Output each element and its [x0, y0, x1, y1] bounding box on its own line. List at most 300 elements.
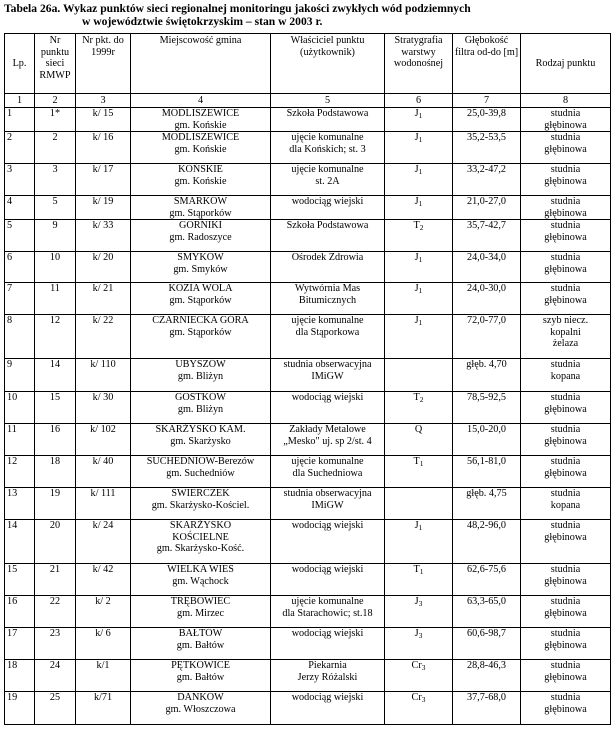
- cell-nr-rmwp: [35, 359, 76, 392]
- cell-glebokosc: [453, 164, 521, 196]
- type-line2: głębinowa: [544, 467, 587, 479]
- cell-stratygrafia: [385, 692, 453, 725]
- cell-rodzaj: [521, 283, 611, 315]
- depth-value: 56,1-81,0: [466, 456, 507, 467]
- depth-value: 21,0-27,0: [466, 196, 507, 207]
- cell-stratygrafia: [385, 660, 453, 692]
- stratigraphy-symbol: J: [414, 315, 419, 326]
- cell-miejscowosc: [131, 359, 271, 392]
- type-line2: głębinowa: [544, 231, 587, 243]
- table-body: [5, 108, 611, 725]
- cell-stratygrafia: [385, 488, 453, 520]
- stratigraphy-subscript: 2: [419, 395, 424, 404]
- type-line1: studnia: [550, 424, 581, 435]
- locality-name: WIELKA WIEŚ: [167, 564, 234, 575]
- cell-stratygrafia: [385, 164, 453, 196]
- cell-wlasciciel: [271, 660, 385, 692]
- locality-line2: gm. Mirzec: [177, 607, 224, 619]
- stratigraphy-symbol: J: [414, 164, 419, 175]
- stratigraphy-symbol: J: [414, 108, 419, 119]
- cell-lp: [5, 315, 35, 359]
- type-line2: głębinowa: [544, 207, 587, 219]
- stratigraphy-subscript: 3: [418, 631, 423, 640]
- table-row: [5, 392, 611, 424]
- depth-value: 25,0-39,8: [466, 108, 507, 119]
- cell-lp: [5, 283, 35, 315]
- owner-line2: dla Starachowic; st.18: [282, 607, 373, 619]
- header-miejscowosc: Miejscowość gmina: [131, 34, 271, 94]
- cell-lp: [5, 692, 35, 725]
- cell-miejscowosc: [131, 564, 271, 596]
- stratigraphy-subscript: 1: [419, 459, 424, 468]
- cell-miejscowosc: [131, 692, 271, 725]
- cell-nr-pkt: [76, 456, 131, 488]
- nr-pkt-value: k/ 111: [90, 488, 116, 499]
- cell-lp: [5, 220, 35, 252]
- lp-value: 1: [7, 108, 13, 119]
- type-line1: studnia: [550, 488, 581, 499]
- cell-nr-rmwp: [35, 520, 76, 564]
- table-row: [5, 132, 611, 164]
- lp-value: 8: [7, 315, 13, 326]
- table-row: [5, 315, 611, 359]
- stratigraphy-subscript: 2: [419, 223, 424, 232]
- cell-wlasciciel: [271, 108, 385, 132]
- type-line1: studnia: [550, 108, 581, 119]
- locality-name: SKARŻYSKO: [169, 520, 232, 531]
- owner-line2: „Mesko" uj. sp 2/st. 4: [283, 435, 372, 447]
- cell-lp: [5, 660, 35, 692]
- nr-pkt-value: k/71: [93, 692, 113, 703]
- cell-miejscowosc: [131, 164, 271, 196]
- nr-pkt-value: k/ 15: [92, 108, 114, 119]
- locality-name: MODLISZEWICE: [161, 108, 240, 119]
- nr-rmwp-value: 1*: [49, 108, 61, 119]
- stratigraphy-symbol: J: [414, 132, 419, 143]
- owner-line2: dla Stąporkowa: [295, 326, 360, 338]
- type-line1: studnia: [550, 392, 581, 403]
- cell-glebokosc: [453, 596, 521, 628]
- stratigraphy-symbol: J: [414, 628, 419, 639]
- cell-wlasciciel: [271, 424, 385, 456]
- nr-pkt-value: k/ 6: [95, 628, 111, 639]
- cell-rodzaj: [521, 220, 611, 252]
- cell-wlasciciel: [271, 564, 385, 596]
- table-row: [5, 252, 611, 283]
- cell-glebokosc: [453, 196, 521, 220]
- header-nr-pkt: Nr pkt. do 1999r: [76, 34, 131, 94]
- nr-rmwp-value: 20: [49, 520, 61, 531]
- depth-value: 15,0-20,0: [466, 424, 507, 435]
- cell-nr-rmwp: [35, 315, 76, 359]
- table-row: [5, 424, 611, 456]
- owner-line1: wodociąg wiejski: [291, 692, 364, 703]
- owner-line1: Piekarnia: [308, 660, 347, 671]
- depth-value: 24,0-30,0: [466, 283, 507, 294]
- depth-value: 24,0-34,0: [466, 252, 507, 263]
- table-row: [5, 660, 611, 692]
- nr-pkt-value: k/ 20: [92, 252, 114, 263]
- owner-line1: Szkoła Podstawowa: [286, 220, 369, 231]
- depth-value: 28,8-46,3: [466, 660, 507, 671]
- type-line1: studnia: [550, 596, 581, 607]
- owner-line1: studnia obserwacyjna: [283, 359, 372, 370]
- lp-value: 16: [7, 596, 18, 607]
- lp-value: 6: [7, 252, 13, 263]
- locality-line2: gm. Suchedniów: [166, 467, 235, 479]
- cell-wlasciciel: [271, 520, 385, 564]
- lp-value: 3: [7, 164, 13, 175]
- type-line1: studnia: [550, 164, 581, 175]
- stratigraphy-subscript: 3: [421, 695, 426, 704]
- cell-lp: [5, 108, 35, 132]
- lp-value: 18: [7, 660, 18, 671]
- cell-nr-pkt: [76, 252, 131, 283]
- column-number: 1: [5, 94, 35, 108]
- stratigraphy-symbol: Cr: [411, 660, 422, 671]
- depth-value: 37,7-68,0: [466, 692, 507, 703]
- cell-miejscowosc: [131, 392, 271, 424]
- type-line2: kopana: [550, 499, 581, 511]
- lp-value: 10: [7, 392, 18, 403]
- locality-line2: gm. Stąporków: [169, 207, 232, 219]
- cell-rodzaj: [521, 252, 611, 283]
- stratigraphy-symbol: J: [414, 596, 419, 607]
- cell-glebokosc: [453, 628, 521, 660]
- owner-line1: Wytwórnia Mas: [294, 283, 361, 294]
- cell-stratygrafia: [385, 220, 453, 252]
- locality-line2: gm. Stąporków: [169, 294, 232, 306]
- column-number: 4: [131, 94, 271, 108]
- cell-rodzaj: [521, 196, 611, 220]
- cell-rodzaj: [521, 628, 611, 660]
- nr-rmwp-value: 24: [49, 660, 61, 671]
- locality-line2: gm. Bałtów: [176, 639, 225, 651]
- type-line1: studnia: [550, 456, 581, 467]
- monitoring-points-table: [4, 33, 611, 725]
- cell-wlasciciel: [271, 692, 385, 725]
- cell-nr-pkt: [76, 392, 131, 424]
- cell-wlasciciel: [271, 132, 385, 164]
- cell-wlasciciel: [271, 359, 385, 392]
- owner-line1: wodociąg wiejski: [291, 392, 364, 403]
- stratigraphy-subscript: 1: [418, 135, 423, 144]
- cell-wlasciciel: [271, 220, 385, 252]
- locality-line2: gm. Końskie: [174, 175, 227, 187]
- column-number: 7: [453, 94, 521, 108]
- owner-line2: IMiGW: [311, 370, 344, 382]
- cell-nr-rmwp: [35, 692, 76, 725]
- depth-value: 60,6-98,7: [466, 628, 507, 639]
- owner-line1: ujęcie komunalne: [291, 596, 364, 607]
- cell-nr-pkt: [76, 424, 131, 456]
- locality-name: SUCHEDNIÓW-Berezów: [146, 456, 255, 467]
- cell-nr-rmwp: [35, 252, 76, 283]
- cell-lp: [5, 488, 35, 520]
- stratigraphy-subscript: 1: [418, 167, 423, 176]
- cell-lp: [5, 164, 35, 196]
- cell-wlasciciel: [271, 315, 385, 359]
- cell-nr-pkt: [76, 628, 131, 660]
- nr-rmwp-value: 22: [49, 596, 61, 607]
- type-line1: studnia: [550, 520, 581, 531]
- cell-nr-rmwp: [35, 424, 76, 456]
- stratigraphy-subscript: 1: [418, 318, 423, 327]
- locality-name: SMYKÓW: [177, 252, 224, 263]
- locality-line2: gm. Końskie: [174, 143, 227, 155]
- nr-pkt-value: k/ 24: [92, 520, 114, 531]
- nr-rmwp-value: 18: [49, 456, 61, 467]
- cell-nr-pkt: [76, 488, 131, 520]
- depth-value: 72,0-77,0: [466, 315, 507, 326]
- cell-wlasciciel: [271, 196, 385, 220]
- column-number: 3: [76, 94, 131, 108]
- table-header: [5, 34, 611, 108]
- cell-wlasciciel: [271, 164, 385, 196]
- cell-miejscowosc: [131, 660, 271, 692]
- nr-pkt-value: k/ 2: [95, 596, 111, 607]
- table-row: [5, 220, 611, 252]
- owner-line1: ujęcie komunalne: [291, 164, 364, 175]
- cell-nr-pkt: [76, 132, 131, 164]
- cell-wlasciciel: [271, 488, 385, 520]
- lp-value: 2: [7, 132, 13, 143]
- header-nr-rmwp: Nr punktu sieci RMWP: [35, 34, 76, 94]
- cell-rodzaj: [521, 315, 611, 359]
- cell-lp: [5, 196, 35, 220]
- owner-line1: Ośrodek Zdrowia: [291, 252, 364, 263]
- type-line3: żelaza: [552, 338, 579, 349]
- cell-miejscowosc: [131, 596, 271, 628]
- locality-name: DANKÓW: [177, 692, 224, 703]
- locality-name: CZARNIECKA GÓRA: [152, 315, 249, 326]
- cell-wlasciciel: [271, 456, 385, 488]
- locality-name: TRĘBOWIEC: [170, 596, 231, 607]
- lp-value: 17: [7, 628, 18, 639]
- locality-name: GOSTKÓW: [175, 392, 226, 403]
- stratigraphy-symbol: Cr: [411, 692, 422, 703]
- lp-value: 5: [7, 220, 13, 231]
- column-number: 6: [385, 94, 453, 108]
- lp-value: 7: [7, 283, 13, 294]
- owner-line1: ujęcie komunalne: [291, 132, 364, 143]
- lp-value: 14: [7, 520, 18, 531]
- type-line2: kopana: [550, 370, 581, 382]
- cell-nr-rmwp: [35, 596, 76, 628]
- owner-line2: Jerzy Różalski: [297, 671, 358, 683]
- cell-rodzaj: [521, 660, 611, 692]
- nr-pkt-value: k/ 40: [92, 456, 114, 467]
- type-line1: studnia: [550, 692, 581, 703]
- nr-rmwp-value: 15: [49, 392, 61, 403]
- table-row: [5, 456, 611, 488]
- type-line2: kopalni: [550, 326, 581, 338]
- depth-value: 48,2-96,0: [466, 520, 507, 531]
- cell-nr-rmwp: [35, 392, 76, 424]
- cell-glebokosc: [453, 315, 521, 359]
- cell-nr-rmwp: [35, 283, 76, 315]
- stratigraphy-subscript: 1: [418, 199, 423, 208]
- type-line2: głębinowa: [544, 671, 587, 683]
- cell-stratygrafia: [385, 456, 453, 488]
- nr-rmwp-value: 11: [50, 283, 60, 294]
- owner-line1: wodociąg wiejski: [291, 564, 364, 575]
- locality-line2: gm. Włoszczowa: [165, 703, 236, 715]
- cell-glebokosc: [453, 660, 521, 692]
- cell-miejscowosc: [131, 424, 271, 456]
- type-line1: studnia: [550, 196, 581, 207]
- depth-value: 35,7-42,7: [466, 220, 507, 231]
- nr-rmwp-value: 5: [52, 196, 58, 207]
- locality-name: BAŁTÓW: [178, 628, 223, 639]
- owner-line1: wodociąg wiejski: [291, 520, 364, 531]
- cell-miejscowosc: [131, 132, 271, 164]
- cell-rodzaj: [521, 520, 611, 564]
- locality-name: UBYSZÓW: [175, 359, 226, 370]
- stratigraphy-symbol: J: [414, 196, 419, 207]
- cell-miejscowosc: [131, 488, 271, 520]
- cell-nr-rmwp: [35, 456, 76, 488]
- cell-rodzaj: [521, 359, 611, 392]
- table-row: [5, 108, 611, 132]
- stratigraphy-symbol: T: [413, 392, 420, 403]
- locality-line2: gm. Bałtów: [176, 671, 225, 683]
- cell-nr-rmwp: [35, 660, 76, 692]
- locality-name: SKARŻYSKO KAM.: [155, 424, 246, 435]
- locality-line2: gm. Smyków: [173, 263, 228, 275]
- cell-glebokosc: [453, 456, 521, 488]
- column-number: 2: [35, 94, 76, 108]
- cell-nr-pkt: [76, 283, 131, 315]
- cell-lp: [5, 520, 35, 564]
- table-title-line2: w województwie świętokrzyskim – stan w 2003 r.: [82, 15, 323, 28]
- cell-wlasciciel: [271, 628, 385, 660]
- nr-rmwp-value: 3: [52, 164, 58, 175]
- cell-nr-rmwp: [35, 164, 76, 196]
- stratigraphy-symbol: Q: [414, 424, 423, 435]
- cell-rodzaj: [521, 692, 611, 725]
- stratigraphy-subscript: 1: [418, 111, 423, 120]
- locality-line2: gm. Radoszyce: [169, 231, 232, 243]
- nr-pkt-value: k/ 42: [92, 564, 114, 575]
- depth-value: 78,5-92,5: [466, 392, 507, 403]
- nr-rmwp-value: 9: [52, 220, 58, 231]
- cell-glebokosc: [453, 520, 521, 564]
- nr-rmwp-value: 16: [49, 424, 61, 435]
- nr-pkt-value: k/ 22: [92, 315, 114, 326]
- owner-line1: ujęcie komunalne: [291, 456, 364, 467]
- cell-lp: [5, 392, 35, 424]
- locality-line2: gm. Stąporków: [169, 326, 232, 338]
- stratigraphy-symbol: J: [414, 283, 419, 294]
- cell-rodzaj: [521, 132, 611, 164]
- cell-nr-rmwp: [35, 196, 76, 220]
- cell-stratygrafia: [385, 628, 453, 660]
- table-row: [5, 196, 611, 220]
- cell-wlasciciel: [271, 252, 385, 283]
- cell-nr-pkt: [76, 692, 131, 725]
- nr-rmwp-value: 12: [49, 315, 61, 326]
- depth-value: 35,2-53,5: [466, 132, 507, 143]
- lp-value: 13: [7, 488, 18, 499]
- stratigraphy-subscript: 3: [418, 599, 423, 608]
- depth-value: 33,2-47,2: [466, 164, 507, 175]
- type-line1: studnia: [550, 252, 581, 263]
- cell-lp: [5, 628, 35, 660]
- type-line1: studnia: [550, 132, 581, 143]
- locality-line2: gm. Wąchock: [172, 575, 229, 587]
- locality-name: MODLISZEWICE: [161, 132, 240, 143]
- nr-rmwp-value: 23: [49, 628, 61, 639]
- cell-stratygrafia: [385, 108, 453, 132]
- stratigraphy-symbol: J: [414, 252, 419, 263]
- cell-miejscowosc: [131, 283, 271, 315]
- cell-rodzaj: [521, 424, 611, 456]
- cell-nr-pkt: [76, 164, 131, 196]
- type-line2: głębinowa: [544, 639, 587, 651]
- owner-line1: wodociąg wiejski: [291, 628, 364, 639]
- cell-miejscowosc: [131, 315, 271, 359]
- cell-nr-pkt: [76, 196, 131, 220]
- cell-nr-pkt: [76, 596, 131, 628]
- stratigraphy-symbol: T: [413, 564, 420, 575]
- cell-glebokosc: [453, 488, 521, 520]
- owner-line1: studnia obserwacyjna: [283, 488, 372, 499]
- column-number-row: [5, 94, 611, 108]
- nr-rmwp-value: 21: [49, 564, 61, 575]
- cell-rodzaj: [521, 392, 611, 424]
- cell-wlasciciel: [271, 283, 385, 315]
- locality-line2: gm. Końskie: [174, 119, 227, 131]
- cell-nr-rmwp: [35, 628, 76, 660]
- nr-rmwp-value: 10: [49, 252, 61, 263]
- depth-value: głęb. 4,75: [466, 488, 507, 499]
- cell-rodzaj: [521, 564, 611, 596]
- cell-nr-pkt: [76, 220, 131, 252]
- nr-rmwp-value: 19: [49, 488, 61, 499]
- cell-miejscowosc: [131, 456, 271, 488]
- nr-pkt-value: k/ 30: [92, 392, 114, 403]
- cell-rodzaj: [521, 488, 611, 520]
- cell-glebokosc: [453, 220, 521, 252]
- locality-line2: gm. Bliżyn: [177, 370, 224, 382]
- nr-pkt-value: k/ 17: [92, 164, 114, 175]
- cell-glebokosc: [453, 692, 521, 725]
- nr-rmwp-value: 25: [49, 692, 61, 703]
- header-stratygrafia: Stratygrafia warstwy wodonośnej: [385, 34, 453, 94]
- cell-nr-rmwp: [35, 488, 76, 520]
- type-line1: studnia: [550, 564, 581, 575]
- owner-line2: dla Końskich; st. 3: [289, 143, 366, 155]
- cell-miejscowosc: [131, 628, 271, 660]
- type-line2: głębinowa: [544, 403, 587, 415]
- nr-pkt-value: k/ 33: [92, 220, 114, 231]
- cell-wlasciciel: [271, 596, 385, 628]
- cell-nr-rmwp: [35, 132, 76, 164]
- cell-stratygrafia: [385, 424, 453, 456]
- table-title: [4, 2, 610, 28]
- cell-miejscowosc: [131, 196, 271, 220]
- lp-value: 9: [7, 359, 13, 370]
- table-row: [5, 164, 611, 196]
- cell-nr-rmwp: [35, 220, 76, 252]
- table-title-line1: Tabela 26a. Wykaz punktów sieci regionalnej monitoringu jakości zwykłych wód podziemnych: [4, 2, 471, 15]
- owner-line1: Zakłady Metalowe: [289, 424, 366, 435]
- depth-value: 63,3-65,0: [466, 596, 507, 607]
- stratigraphy-subscript: 1: [418, 523, 423, 532]
- type-line1: studnia: [550, 628, 581, 639]
- locality-line2: KOŚCIELNE: [172, 531, 229, 543]
